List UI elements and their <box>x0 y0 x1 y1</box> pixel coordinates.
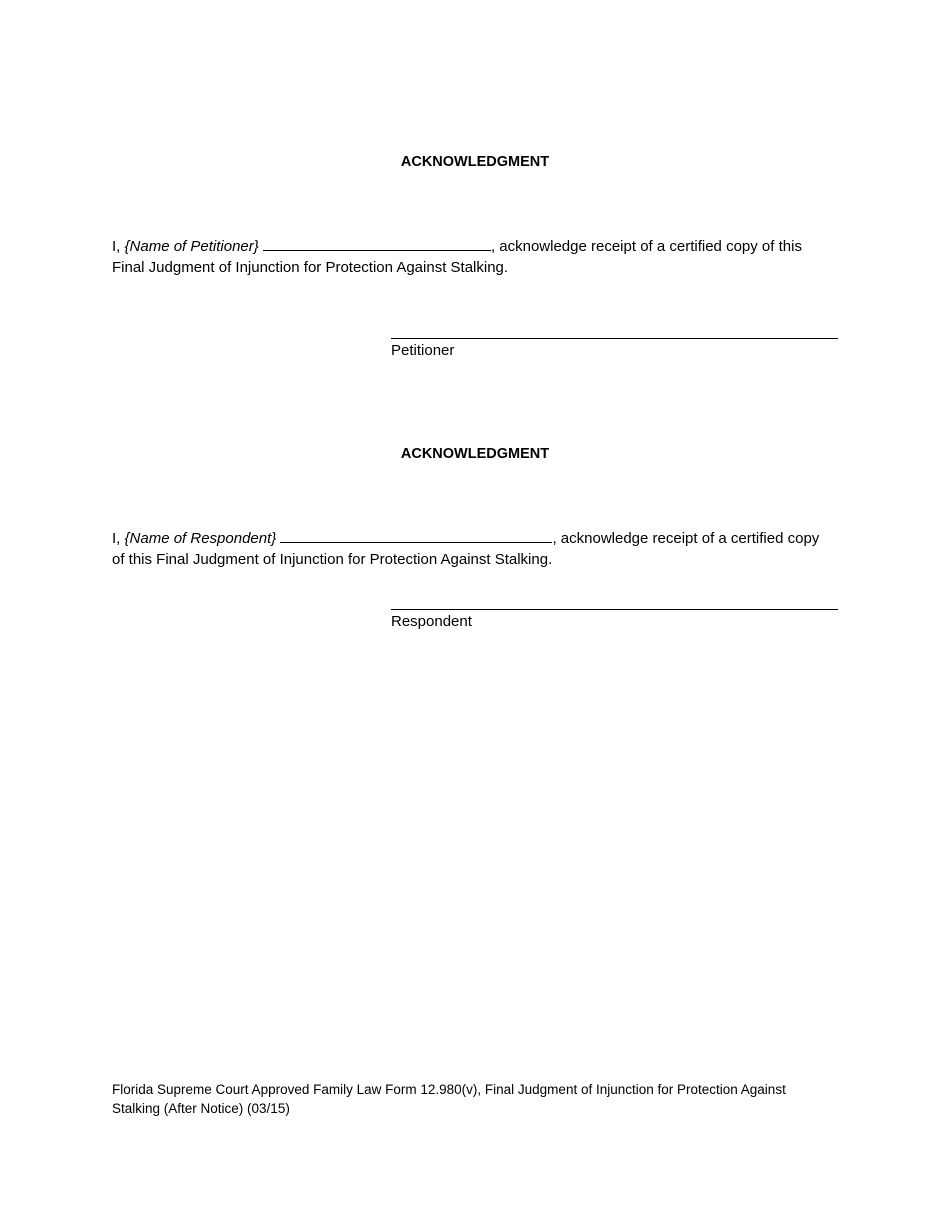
footer-line-2: Stalking (After Notice) (03/15) <box>112 1101 290 1116</box>
respondent-line-1: I, {Name of Respondent} , acknowledge receipt of a certified copy <box>112 530 820 547</box>
acknowledgment-heading-petitioner: ACKNOWLEDGMENT <box>400 154 550 170</box>
petitioner-acknowledgment-paragraph <box>112 236 842 278</box>
petitioner-line-2: Final Judgment of Injunction for Protection Against Stalking. <box>112 259 509 276</box>
respondent-acknowledgment-paragraph <box>112 528 842 570</box>
acknowledgment-heading-respondent: ACKNOWLEDGMENT <box>400 446 550 462</box>
petitioner-signature-label: Petitioner <box>391 342 455 359</box>
respondent-name-placeholder: {Name of Respondent} <box>124 530 277 547</box>
form-footer <box>112 1080 842 1118</box>
respondent-signature-line[interactable] <box>391 609 838 610</box>
footer-line-1: Florida Supreme Court Approved Family Law Form 12.980(v), Final Judgment of Injunction for Protection Against <box>112 1082 786 1097</box>
respondent-name-blank[interactable] <box>280 528 552 543</box>
petitioner-name-blank[interactable] <box>263 236 491 251</box>
petitioner-signature-line[interactable] <box>391 338 838 339</box>
respondent-signature-label: Respondent <box>391 613 472 630</box>
respondent-line-2: of this Final Judgment of Injunction for Protection Against Stalking. <box>112 551 553 568</box>
petitioner-line-1: I, {Name of Petitioner} , acknowledge receipt of a certified copy of this <box>112 238 802 255</box>
petitioner-name-placeholder: {Name of Petitioner} <box>124 238 259 255</box>
